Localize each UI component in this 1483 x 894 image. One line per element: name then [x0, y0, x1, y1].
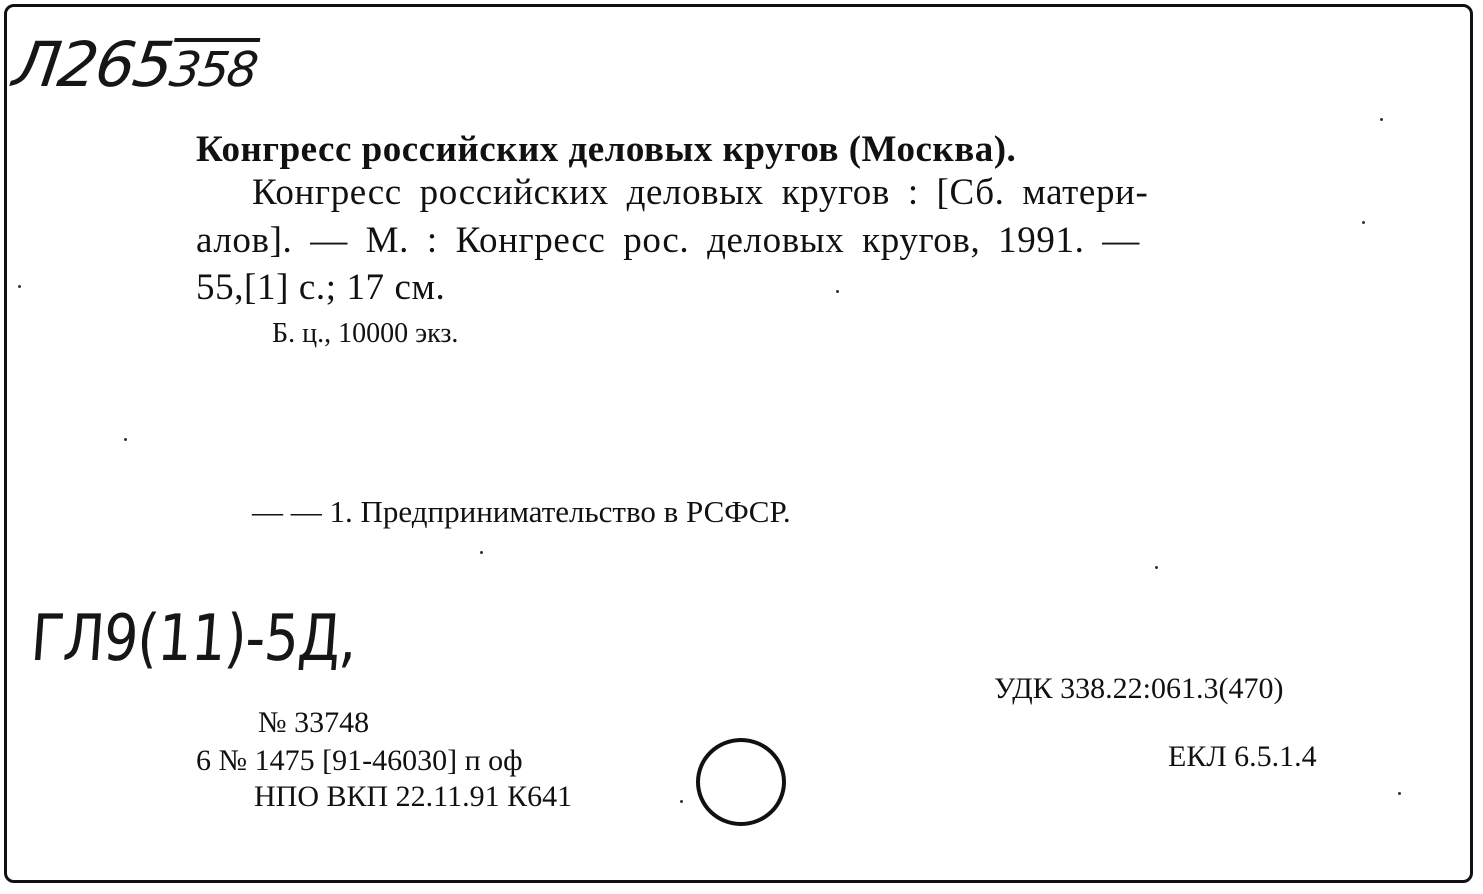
body-line-2: алов]. — М. : Конгресс рос. деловых кругов, 1991. —	[196, 220, 1140, 261]
scan-speck	[680, 800, 683, 803]
udk-code: УДК 338.22:061.3(470)	[994, 672, 1284, 705]
print-info-line-2: 6 № 1475 [91-46030] п оф	[196, 744, 523, 777]
scan-speck	[1380, 118, 1383, 121]
handwritten-classmark: ГЛ9(11)-5Д,	[28, 602, 360, 676]
handwritten-shelfmark	[9, 28, 262, 101]
body-line-3: 55,[1] с.; 17 см.	[196, 267, 446, 308]
ekl-code: ЕКЛ 6.5.1.4	[1168, 740, 1317, 773]
scan-speck	[18, 285, 21, 288]
subject-heading: — — 1. Предпринимательство в РСФСР.	[252, 494, 791, 529]
price-note: Б. ц., 10000 экз.	[272, 318, 459, 349]
scan-speck	[480, 551, 483, 554]
print-info-line-3: НПО ВКП 22.11.91 К641	[254, 780, 573, 813]
shelfmark-main: Л265	[8, 28, 177, 101]
card-heading: Конгресс российских деловых кругов (Москва).	[196, 129, 1017, 170]
print-info-line-1: № 33748	[258, 706, 370, 739]
shelfmark-overlined: 358	[166, 42, 260, 98]
scan-speck	[1362, 221, 1365, 224]
scan-speck	[1398, 792, 1401, 795]
card-punch-hole	[696, 738, 786, 826]
scan-speck	[1155, 566, 1158, 569]
scan-speck	[124, 438, 127, 441]
scan-speck	[836, 290, 839, 293]
body-line-1: Конгресс российских деловых кругов : [Сб. матери-	[252, 172, 1149, 213]
